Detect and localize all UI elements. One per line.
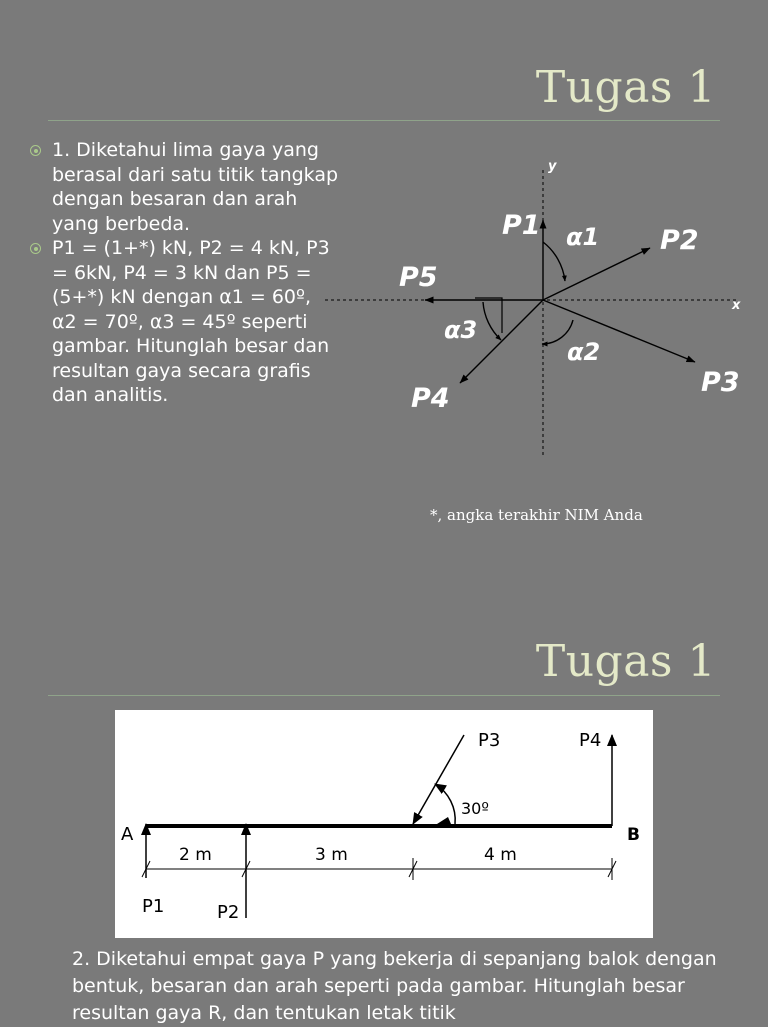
slide-title: Tugas 1	[535, 636, 716, 687]
slide-2	[0, 600, 768, 1024]
force-p5-label: P5	[399, 262, 438, 293]
angle-30-arc	[435, 784, 455, 824]
bullet-icon	[30, 145, 41, 156]
problem-2-text: 2. Diketahui empat gaya P yang bekerja di sepanjang balok dengan bentuk, besaran dan arah seperti pada gambar. Hitunglah besar resultan gaya R, dan tentukan letak titik	[72, 948, 717, 1024]
title-divider	[48, 120, 720, 121]
alpha2-label: α2	[567, 338, 601, 366]
end-b-label: B	[627, 825, 640, 845]
force-p2-label: P2	[660, 225, 699, 256]
span-label: 2 m	[179, 845, 212, 865]
bullet-text: P1 = (1+*) kN, P2 = 4 kN, P3 = 6kN, P4 = 3 kN dan P5 = (5+*) kN dengan α1 = 60º, α2 = 70º, α3 = 45º seperti gambar. Hitunglah besar dan resultan gaya secara grafis dan analitis.	[52, 237, 330, 406]
force-p1-label: P1	[502, 210, 541, 241]
force-p4-label: P4	[411, 383, 450, 414]
bullet-item	[30, 236, 340, 408]
force-p3-label: P3	[701, 367, 740, 398]
angle-label: 30º	[461, 799, 489, 818]
right-angle-marker	[475, 298, 502, 333]
beam-diagram-panel	[115, 710, 653, 938]
angle-30-arc-head	[437, 817, 451, 824]
bullet-text: 1. Diketahui lima gaya yang berasal dari satu titik tangkap dengan besaran dan arah yang berbeda.	[52, 139, 339, 235]
load-p3-label: P3	[478, 730, 501, 751]
end-a-label: A	[121, 824, 134, 845]
force-p3-arrow	[543, 300, 695, 362]
force-diagram	[320, 150, 760, 460]
x-axis-label: x	[732, 298, 741, 313]
alpha1-label: α1	[566, 223, 600, 251]
span-label: 3 m	[315, 845, 348, 865]
load-p1-label: P1	[142, 896, 165, 917]
alpha3-arc	[483, 302, 501, 340]
load-p2-label: P2	[217, 902, 240, 923]
alpha1-arc	[543, 242, 565, 281]
footnote: *, angka terakhir NIM Anda	[430, 506, 643, 524]
load-p4-label: P4	[579, 730, 602, 751]
beam-diagram	[115, 710, 653, 938]
force-p3-arrow	[413, 735, 464, 824]
y-axis-label: y	[548, 159, 557, 174]
title-divider	[48, 695, 720, 696]
bullet-icon	[30, 243, 41, 254]
slide-title: Tugas 1	[535, 62, 716, 113]
force-p2-arrow	[543, 248, 650, 300]
span-label: 4 m	[484, 845, 517, 865]
bullet-item	[30, 138, 340, 236]
problem-1-bullets	[30, 138, 340, 408]
alpha3-label: α3	[444, 316, 478, 344]
